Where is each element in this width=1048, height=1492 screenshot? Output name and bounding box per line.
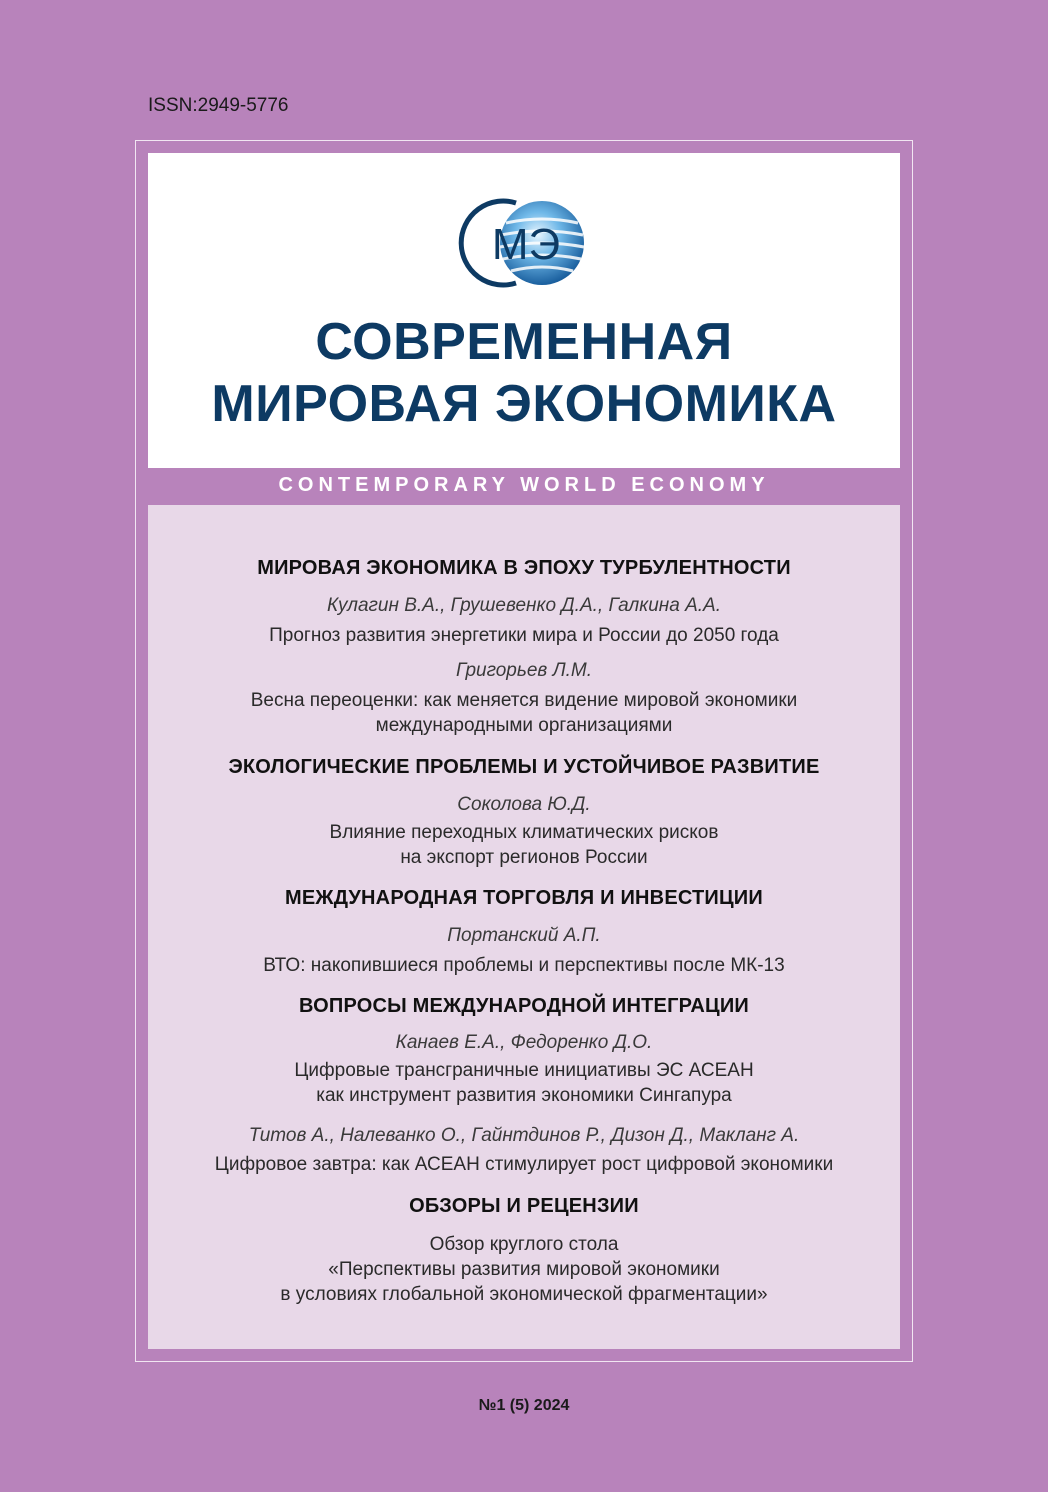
issn: ISSN:2949-5776 [148, 95, 289, 116]
article-authors: Григорьев Л.М. [455, 660, 593, 681]
article-title-line: Влияние переходных климатических рисков [329, 822, 719, 843]
table-of-contents [148, 505, 900, 1349]
issue-number: №1 (5) 2024 [478, 1397, 570, 1414]
logo-letters: МЭ [491, 220, 561, 269]
article-title-line: на экспорт регионов России [400, 847, 648, 868]
article-title [148, 623, 900, 648]
article-title-line: Прогноз развития энергетики мира и России до 2050 года [269, 625, 779, 646]
title-box [148, 153, 900, 468]
article-title-line: международными организациями [375, 715, 673, 736]
article-title [148, 688, 900, 738]
article-title [148, 1232, 900, 1307]
article-title-line: Обзор круглого стола [429, 1234, 619, 1255]
journal-title-line1: СОВРЕМЕННАЯ [315, 313, 733, 371]
section-heading: ЭКОЛОГИЧЕСКИЕ ПРОБЛЕМЫ И УСТОЙЧИВОЕ РАЗВИТИЕ [228, 756, 820, 778]
article-title [148, 1152, 900, 1177]
article-title-line: как инструмент развития экономики Сингапура [316, 1085, 732, 1106]
article-title-line: в условиях глобальной экономической фрагментации» [280, 1284, 768, 1305]
journal-title-english: CONTEMPORARY WORLD ECONOMY [278, 474, 770, 496]
journal-logo [456, 193, 592, 293]
article-title-line: «Перспективы развития мировой экономики [328, 1259, 720, 1280]
article-title-line: ВТО: накопившиеся проблемы и перспективы после МК-13 [263, 955, 785, 976]
section-heading: МИРОВАЯ ЭКОНОМИКА В ЭПОХУ ТУРБУЛЕНТНОСТИ [257, 557, 791, 579]
article-authors: Соколова Ю.Д. [457, 794, 591, 815]
article-title [148, 953, 900, 978]
section-heading: МЕЖДУНАРОДНАЯ ТОРГОВЛЯ И ИНВЕСТИЦИИ [285, 887, 763, 909]
journal-title [148, 311, 900, 435]
article-authors: Портанский А.П. [447, 925, 601, 946]
article-title-line: Цифровое завтра: как АСЕАН стимулирует рост цифровой экономики [214, 1154, 834, 1175]
article-title-line: Цифровые трансграничные инициативы ЭС АСЕАН [294, 1060, 754, 1081]
article-title [148, 1058, 900, 1108]
journal-title-line2: МИРОВАЯ ЭКОНОМИКА [211, 375, 837, 433]
article-authors: Кулагин В.А., Грушевенко Д.А., Галкина А.А. [327, 595, 721, 616]
article-authors: Титов А., Налеванко О., Гайнтдинов Р., Дизон Д., Макланг А. [248, 1125, 800, 1146]
article-title-line: Весна переоценки: как меняется видение мировой экономики [250, 690, 798, 711]
section-heading: ОБЗОРЫ И РЕЦЕНЗИИ [409, 1195, 639, 1217]
article-title [148, 820, 900, 870]
section-heading: ВОПРОСЫ МЕЖДУНАРОДНОЙ ИНТЕГРАЦИИ [298, 995, 750, 1017]
article-authors: Канаев Е.А., Федоренко Д.О. [395, 1032, 653, 1053]
